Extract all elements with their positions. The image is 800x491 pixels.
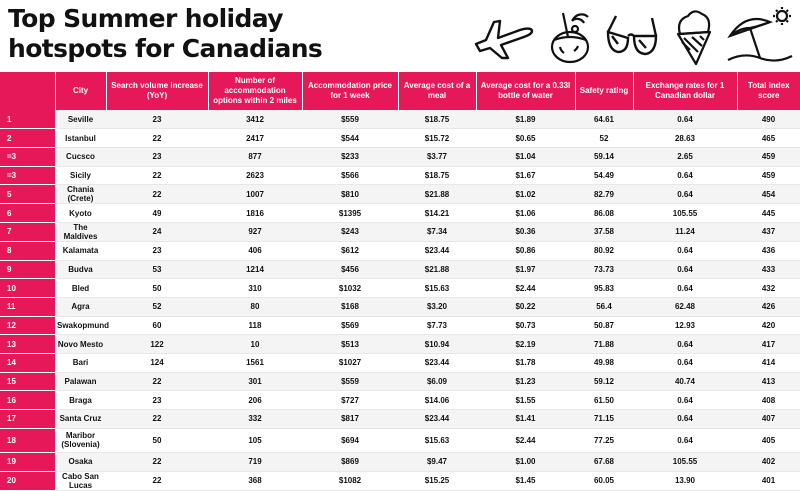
total-score-cell: 465 bbox=[737, 129, 800, 148]
accommodation-options-cell: 368 bbox=[208, 471, 302, 490]
search-volume-cell: 22 bbox=[106, 471, 208, 490]
city-cell: Maribor (Slovenia) bbox=[55, 428, 106, 452]
meal-cost-cell: $15.63 bbox=[398, 428, 476, 452]
accommodation-price-cell: $612 bbox=[302, 241, 398, 260]
safety-rating-cell: 37.58 bbox=[575, 222, 633, 241]
rank-cell: 20 bbox=[0, 471, 55, 490]
table-row bbox=[0, 279, 800, 298]
rank-cell: =3 bbox=[0, 166, 55, 185]
total-score-cell: 413 bbox=[737, 372, 800, 391]
safety-rating-cell: 54.49 bbox=[575, 166, 633, 185]
rank-cell: 18 bbox=[0, 428, 55, 452]
search-volume-cell: 49 bbox=[106, 204, 208, 223]
water-cost-cell: $1.45 bbox=[476, 471, 575, 490]
table-row bbox=[0, 372, 800, 391]
safety-rating-cell: 59.14 bbox=[575, 147, 633, 166]
header-search-volume: Search volume increase (YoY) bbox=[106, 72, 208, 110]
total-score-cell: 490 bbox=[737, 110, 800, 129]
table-row bbox=[0, 129, 800, 148]
meal-cost-cell: $23.44 bbox=[398, 410, 476, 429]
city-cell: Chania (Crete) bbox=[55, 185, 106, 204]
accommodation-price-cell: $168 bbox=[302, 298, 398, 317]
table-row bbox=[0, 471, 800, 490]
accommodation-price-cell: $559 bbox=[302, 110, 398, 129]
water-cost-cell: $1.67 bbox=[476, 166, 575, 185]
water-cost-cell: $1.02 bbox=[476, 185, 575, 204]
rank-cell: 8 bbox=[0, 241, 55, 260]
table-row bbox=[0, 185, 800, 204]
safety-rating-cell: 82.79 bbox=[575, 185, 633, 204]
city-cell: Bari bbox=[55, 354, 106, 373]
table-row bbox=[0, 428, 800, 452]
table-row bbox=[0, 260, 800, 279]
exchange-rate-cell: 13.90 bbox=[633, 471, 737, 490]
city-cell: Braga bbox=[55, 391, 106, 410]
table-row bbox=[0, 222, 800, 241]
table-row bbox=[0, 204, 800, 223]
safety-rating-cell: 71.15 bbox=[575, 410, 633, 429]
exchange-rate-cell: 2.65 bbox=[633, 147, 737, 166]
water-cost-cell: $1.89 bbox=[476, 110, 575, 129]
header-total-score: Total index score bbox=[737, 72, 800, 110]
rank-cell: 11 bbox=[0, 298, 55, 317]
search-volume-cell: 124 bbox=[106, 354, 208, 373]
search-volume-cell: 50 bbox=[106, 279, 208, 298]
exchange-rate-cell: 11.24 bbox=[633, 222, 737, 241]
accommodation-price-cell: $869 bbox=[302, 452, 398, 471]
accommodation-price-cell: $727 bbox=[302, 391, 398, 410]
header-accommodation-price: Accommodation price for 1 week bbox=[302, 72, 398, 110]
table-row bbox=[0, 410, 800, 429]
city-cell: Novo Mesto bbox=[55, 335, 106, 354]
accommodation-options-cell: 10 bbox=[208, 335, 302, 354]
rank-cell: 16 bbox=[0, 391, 55, 410]
header-accommodation-options: Number of accommodation options within 2 miles bbox=[208, 72, 302, 110]
search-volume-cell: 22 bbox=[106, 410, 208, 429]
city-cell: Cabo San Lucas bbox=[55, 471, 106, 490]
accommodation-options-cell: 719 bbox=[208, 452, 302, 471]
table-header-row bbox=[0, 72, 800, 110]
accommodation-options-cell: 80 bbox=[208, 298, 302, 317]
accommodation-price-cell: $1395 bbox=[302, 204, 398, 223]
search-volume-cell: 52 bbox=[106, 298, 208, 317]
safety-rating-cell: 86.08 bbox=[575, 204, 633, 223]
search-volume-cell: 24 bbox=[106, 222, 208, 241]
header-exchange-rate: Exchange rates for 1 Canadian dollar bbox=[633, 72, 737, 110]
search-volume-cell: 22 bbox=[106, 185, 208, 204]
accommodation-options-cell: 1214 bbox=[208, 260, 302, 279]
water-cost-cell: $1.97 bbox=[476, 260, 575, 279]
meal-cost-cell: $18.75 bbox=[398, 166, 476, 185]
accommodation-price-cell: $1032 bbox=[302, 279, 398, 298]
rank-cell: 12 bbox=[0, 316, 55, 335]
accommodation-price-cell: $1082 bbox=[302, 471, 398, 490]
meal-cost-cell: $18.75 bbox=[398, 110, 476, 129]
rank-cell: 10 bbox=[0, 279, 55, 298]
accommodation-options-cell: 206 bbox=[208, 391, 302, 410]
accommodation-price-cell: $243 bbox=[302, 222, 398, 241]
accommodation-options-cell: 2417 bbox=[208, 129, 302, 148]
accommodation-price-cell: $1027 bbox=[302, 354, 398, 373]
accommodation-price-cell: $456 bbox=[302, 260, 398, 279]
header-city: City bbox=[55, 72, 106, 110]
city-cell: Agra bbox=[55, 298, 106, 317]
city-cell: Santa Cruz bbox=[55, 410, 106, 429]
total-score-cell: 401 bbox=[737, 471, 800, 490]
exchange-rate-cell: 0.64 bbox=[633, 166, 737, 185]
table-row bbox=[0, 452, 800, 471]
table-row bbox=[0, 335, 800, 354]
city-cell: Sicily bbox=[55, 166, 106, 185]
accommodation-options-cell: 332 bbox=[208, 410, 302, 429]
header-safety-rating: Safety rating bbox=[575, 72, 633, 110]
exchange-rate-cell: 62.48 bbox=[633, 298, 737, 317]
hotspots-table bbox=[0, 72, 800, 491]
city-cell: Swakopmund bbox=[55, 316, 106, 335]
total-score-cell: 445 bbox=[737, 204, 800, 223]
city-cell: Palawan bbox=[55, 372, 106, 391]
safety-rating-cell: 49.98 bbox=[575, 354, 633, 373]
total-score-cell: 402 bbox=[737, 452, 800, 471]
city-cell: Bled bbox=[55, 279, 106, 298]
rank-cell: 1 bbox=[0, 110, 55, 129]
safety-rating-cell: 56.4 bbox=[575, 298, 633, 317]
total-score-cell: 459 bbox=[737, 147, 800, 166]
rank-cell: 7 bbox=[0, 222, 55, 241]
meal-cost-cell: $21.88 bbox=[398, 260, 476, 279]
water-cost-cell: $1.04 bbox=[476, 147, 575, 166]
accommodation-price-cell: $233 bbox=[302, 147, 398, 166]
rank-cell: 9 bbox=[0, 260, 55, 279]
rank-cell: 6 bbox=[0, 204, 55, 223]
total-score-cell: 426 bbox=[737, 298, 800, 317]
total-score-cell: 407 bbox=[737, 410, 800, 429]
table-body bbox=[0, 110, 800, 490]
total-score-cell: 436 bbox=[737, 241, 800, 260]
header-meal-cost: Average cost of a meal bbox=[398, 72, 476, 110]
safety-rating-cell: 71.88 bbox=[575, 335, 633, 354]
sunglasses-icon bbox=[604, 10, 660, 62]
city-cell: Kalamata bbox=[55, 241, 106, 260]
water-cost-cell: $2.44 bbox=[476, 428, 575, 452]
rank-cell: 17 bbox=[0, 410, 55, 429]
search-volume-cell: 53 bbox=[106, 260, 208, 279]
city-cell: Budva bbox=[55, 260, 106, 279]
city-cell: Osaka bbox=[55, 452, 106, 471]
accommodation-options-cell: 406 bbox=[208, 241, 302, 260]
accommodation-options-cell: 877 bbox=[208, 147, 302, 166]
accommodation-price-cell: $559 bbox=[302, 372, 398, 391]
total-score-cell: 432 bbox=[737, 279, 800, 298]
water-cost-cell: $2.19 bbox=[476, 335, 575, 354]
safety-rating-cell: 64.61 bbox=[575, 110, 633, 129]
total-score-cell: 408 bbox=[737, 391, 800, 410]
rank-cell: 14 bbox=[0, 354, 55, 373]
city-cell: Kyoto bbox=[55, 204, 106, 223]
safety-rating-cell: 60.05 bbox=[575, 471, 633, 490]
exchange-rate-cell: 105.55 bbox=[633, 452, 737, 471]
exchange-rate-cell: 12.93 bbox=[633, 316, 737, 335]
beach-umbrella-icon bbox=[726, 6, 794, 66]
meal-cost-cell: $14.21 bbox=[398, 204, 476, 223]
table-row bbox=[0, 298, 800, 317]
total-score-cell: 417 bbox=[737, 335, 800, 354]
rank-cell: 2 bbox=[0, 129, 55, 148]
exchange-rate-cell: 0.64 bbox=[633, 428, 737, 452]
exchange-rate-cell: 0.64 bbox=[633, 110, 737, 129]
coconut-drink-icon bbox=[546, 7, 594, 65]
meal-cost-cell: $15.72 bbox=[398, 129, 476, 148]
meal-cost-cell: $3.77 bbox=[398, 147, 476, 166]
water-cost-cell: $1.55 bbox=[476, 391, 575, 410]
page-title bbox=[8, 4, 408, 64]
water-cost-cell: $1.78 bbox=[476, 354, 575, 373]
exchange-rate-cell: 0.64 bbox=[633, 391, 737, 410]
water-cost-cell: $0.36 bbox=[476, 222, 575, 241]
safety-rating-cell: 73.73 bbox=[575, 260, 633, 279]
water-cost-cell: $0.73 bbox=[476, 316, 575, 335]
search-volume-cell: 23 bbox=[106, 110, 208, 129]
total-score-cell: 459 bbox=[737, 166, 800, 185]
city-cell: The Maldives bbox=[55, 222, 106, 241]
meal-cost-cell: $14.06 bbox=[398, 391, 476, 410]
table-row bbox=[0, 316, 800, 335]
accommodation-options-cell: 1007 bbox=[208, 185, 302, 204]
safety-rating-cell: 67.68 bbox=[575, 452, 633, 471]
total-score-cell: 454 bbox=[737, 185, 800, 204]
icon-strip bbox=[472, 4, 794, 68]
exchange-rate-cell: 28.63 bbox=[633, 129, 737, 148]
exchange-rate-cell: 0.64 bbox=[633, 410, 737, 429]
rank-cell: 13 bbox=[0, 335, 55, 354]
accommodation-options-cell: 1816 bbox=[208, 204, 302, 223]
accommodation-price-cell: $569 bbox=[302, 316, 398, 335]
search-volume-cell: 122 bbox=[106, 335, 208, 354]
rank-cell: 15 bbox=[0, 372, 55, 391]
exchange-rate-cell: 0.64 bbox=[633, 335, 737, 354]
total-score-cell: 433 bbox=[737, 260, 800, 279]
total-score-cell: 437 bbox=[737, 222, 800, 241]
search-volume-cell: 22 bbox=[106, 452, 208, 471]
water-cost-cell: $1.06 bbox=[476, 204, 575, 223]
title-line-2: hotspots for Canadians bbox=[8, 34, 323, 63]
meal-cost-cell: $7.34 bbox=[398, 222, 476, 241]
accommodation-options-cell: 3412 bbox=[208, 110, 302, 129]
meal-cost-cell: $9.47 bbox=[398, 452, 476, 471]
accommodation-options-cell: 2623 bbox=[208, 166, 302, 185]
search-volume-cell: 50 bbox=[106, 428, 208, 452]
accommodation-options-cell: 118 bbox=[208, 316, 302, 335]
safety-rating-cell: 61.50 bbox=[575, 391, 633, 410]
rank-cell: =3 bbox=[0, 147, 55, 166]
safety-rating-cell: 80.92 bbox=[575, 241, 633, 260]
exchange-rate-cell: 0.64 bbox=[633, 260, 737, 279]
water-cost-cell: $1.00 bbox=[476, 452, 575, 471]
search-volume-cell: 22 bbox=[106, 129, 208, 148]
header-rank bbox=[0, 72, 55, 110]
search-volume-cell: 23 bbox=[106, 391, 208, 410]
exchange-rate-cell: 0.64 bbox=[633, 354, 737, 373]
exchange-rate-cell: 105.55 bbox=[633, 204, 737, 223]
safety-rating-cell: 52 bbox=[575, 129, 633, 148]
table-row bbox=[0, 391, 800, 410]
accommodation-price-cell: $513 bbox=[302, 335, 398, 354]
meal-cost-cell: $3.20 bbox=[398, 298, 476, 317]
accommodation-options-cell: 301 bbox=[208, 372, 302, 391]
water-cost-cell: $0.22 bbox=[476, 298, 575, 317]
meal-cost-cell: $7.73 bbox=[398, 316, 476, 335]
search-volume-cell: 23 bbox=[106, 147, 208, 166]
exchange-rate-cell: 0.64 bbox=[633, 185, 737, 204]
exchange-rate-cell: 0.64 bbox=[633, 241, 737, 260]
water-cost-cell: $1.23 bbox=[476, 372, 575, 391]
meal-cost-cell: $15.63 bbox=[398, 279, 476, 298]
safety-rating-cell: 59.12 bbox=[575, 372, 633, 391]
search-volume-cell: 22 bbox=[106, 166, 208, 185]
rank-cell: 19 bbox=[0, 452, 55, 471]
accommodation-options-cell: 1561 bbox=[208, 354, 302, 373]
water-cost-cell: $2.44 bbox=[476, 279, 575, 298]
accommodation-price-cell: $566 bbox=[302, 166, 398, 185]
search-volume-cell: 23 bbox=[106, 241, 208, 260]
ice-cream-icon bbox=[670, 6, 716, 66]
accommodation-price-cell: $810 bbox=[302, 185, 398, 204]
table-row bbox=[0, 110, 800, 129]
accommodation-price-cell: $694 bbox=[302, 428, 398, 452]
total-score-cell: 414 bbox=[737, 354, 800, 373]
safety-rating-cell: 50.87 bbox=[575, 316, 633, 335]
safety-rating-cell: 95.83 bbox=[575, 279, 633, 298]
safety-rating-cell: 77.25 bbox=[575, 428, 633, 452]
meal-cost-cell: $10.94 bbox=[398, 335, 476, 354]
water-cost-cell: $0.86 bbox=[476, 241, 575, 260]
search-volume-cell: 60 bbox=[106, 316, 208, 335]
city-cell: Istanbul bbox=[55, 129, 106, 148]
meal-cost-cell: $23.44 bbox=[398, 354, 476, 373]
accommodation-options-cell: 927 bbox=[208, 222, 302, 241]
meal-cost-cell: $23.44 bbox=[398, 241, 476, 260]
accommodation-options-cell: 310 bbox=[208, 279, 302, 298]
total-score-cell: 405 bbox=[737, 428, 800, 452]
table-row bbox=[0, 147, 800, 166]
table-row bbox=[0, 166, 800, 185]
meal-cost-cell: $21.88 bbox=[398, 185, 476, 204]
accommodation-price-cell: $544 bbox=[302, 129, 398, 148]
water-cost-cell: $0.65 bbox=[476, 129, 575, 148]
table-row bbox=[0, 354, 800, 373]
total-score-cell: 420 bbox=[737, 316, 800, 335]
accommodation-price-cell: $817 bbox=[302, 410, 398, 429]
rank-cell: 5 bbox=[0, 185, 55, 204]
header-water-cost: Average cost for a 0.33l bottle of water bbox=[476, 72, 575, 110]
meal-cost-cell: $6.09 bbox=[398, 372, 476, 391]
exchange-rate-cell: 0.64 bbox=[633, 279, 737, 298]
exchange-rate-cell: 40.74 bbox=[633, 372, 737, 391]
meal-cost-cell: $15.25 bbox=[398, 471, 476, 490]
accommodation-options-cell: 105 bbox=[208, 428, 302, 452]
search-volume-cell: 22 bbox=[106, 372, 208, 391]
water-cost-cell: $1.41 bbox=[476, 410, 575, 429]
title-line-1: Top Summer holiday bbox=[8, 4, 284, 33]
airplane-icon bbox=[472, 12, 536, 60]
city-cell: Cucsco bbox=[55, 147, 106, 166]
city-cell: Seville bbox=[55, 110, 106, 129]
table-row bbox=[0, 241, 800, 260]
